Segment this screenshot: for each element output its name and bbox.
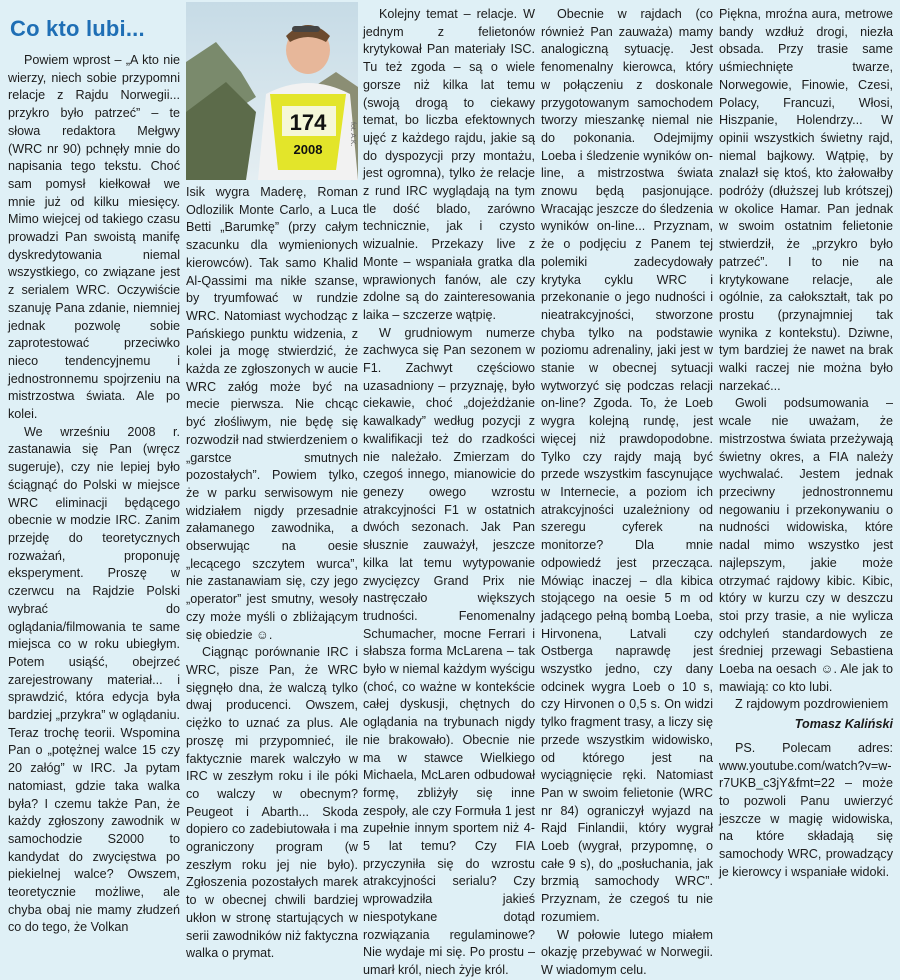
photo-image <box>186 2 358 180</box>
article-column-4 <box>541 6 713 980</box>
article-column-1 <box>8 52 180 937</box>
paragraph: Powiem wprost – „A kto nie wierzy, niech sobie przypomni relacje z Rajdu Norwegii... przykro było patrzeć” – te słowa redaktora Mełgwy (WRC nr 90) pchnęły mnie do napisania tego tekstu. Choć sam pomysł kiełkował we mnie już od kilku miesięcy. Mimo wiejcej od takiego czasu prowadzi Pan swoistą manifę dyskredytowania niemal wszystkiego, co związane jest z serialem WRC. Oczywiście szanuję Pana zdanie, niemniej jednak pozwolę sobie zaprotestować przeciwko nieco tendencyjnemu i jednostronnemu spojrzeniu na mistrzostwa świata. Ale po kolei. <box>8 53 180 422</box>
photo-bib-year: 2008 <box>293 142 323 157</box>
photo-bib-number: 174 <box>289 110 327 135</box>
postscript: PS. Polecam adres: www.youtube.com/watch?v=w-r7UKB_c3jY&fmt=22 – może to pozwoli Panu uwierzyć jeszcze w magię widowiska, na które składają się samochody WRC, prowadzący je kierowcy i wspaniałe widoki. <box>719 740 893 879</box>
paragraph: Isik wygra Maderę, Roman Odlozilik Monte Carlo, a Luca Betti „Barumkę” (przy całym szacunku dla wymienionych kierowców). Tak samo Khalid Al-Qassimi ma nikłe szanse, by tryumfować w rundzie WRC. Natomiast wychodząc z Pańskiego punktu widzenia, z kolei ja mogę stwierdzić, że każda ze zgłoszonych w aucie WRC załóg może być na mecie pierwsza. Nie chcąc być złośliwym, nie będę się rozwodził nad stwierdzeniem o „garstce smutnych pozostałych”. Powiem tylko, że w parku serwisowym nie widziałem nigdy przesadnie załamanego zawodnika, a obserwując na oesie „lecącego szczytem wurca”, nie zastanawiam się, czy jego „operator” jest smutny, wesoły czy może myśli o zbliżającym się obiedzie ☺. <box>186 185 358 642</box>
paragraph: Z rajdowym pozdrowieniem <box>735 697 889 712</box>
article-column-2 <box>186 184 358 963</box>
paragraph: W grudniowym numerze zachwyca się Pan sezonem w F1. Zachwyt częściowo uzasadniony – przyznaję, było ciekawie, choć „dojeżdżanie kawalkady” według pozycji z kwalifikacji też do rzadkości nie należało. Zmierzam do czegoś innego, mianowicie do genezy owego wzrostu atrakcyjności F1 w ostatnich dwóch sezonach. Jak Pan słusznie zauważył, jeszcze kilka lat temu wytypowanie zwycięzcy Grand Prix nie nastręczało większych trudności. Fenomenalny Schumacher, mocne Ferrari i słabsza forma McLarena – tak było w niemal każdym wyścigu (choć, co ważne w kontekście całej dyskusji, chętnych do oglądania na trybunach nigdy nie brakowało). Obecnie nie ma w stawce Wielkiego Michaela, McLaren odbudował formę, zbliżyły się inne zespoły, ale czy Formuła 1 jest zupełnie innym sportem niż 4-5 lat temu? Czy FIA przyczyniła się do wzrostu atrakcyjności serialu? Czy wprowadziła jakieś niespotykane dotąd rozwiązania regulaminowe? Nie wydaje mi się. Po prostu – umarł król, niech żyje król. <box>363 325 535 977</box>
photo-credit: fot. A.K. <box>349 122 356 147</box>
paragraph: Gwoli podsumowania – wcale nie uważam, że mistrzostwa świata przeżywają świetny okres, a FIA należy wychwalać. Jestem jednak przeciwny jednostronnemu negowaniu i przekonywaniu o nudności widowiska, które nadal mimo wszystko jest najlepszym, jakie może otrzymać rajdowy kibic. Kibic, który w kurzu czy w deszczu stoi przy trasie, a nie wylicza odchyleń standardowych ze średniej przewagi Sebastiena Loeba na oesach ☺. Ale jak to mawiają: co kto lubi. <box>719 396 893 694</box>
paragraph: Obecnie w rajdach (co również Pan zauważa) mamy analogiczną sytuację. Jest fenomenalny kierowca, który w połączeniu z doskonale przygotowanym samochodem tworzy mieszankę niemal nie do pokonania. Odejmijmy Loeba i śledzenie wyników on-line, a mistrzostwa świata znowu będą pasjonujące. Wracając jeszcze do śledzenia wyników on-line... Przyznam, że o podjęciu z Panem tej polemiki zadecydowały krytyka cyklu WRC i przekonanie o jego nudności i nieatrakcyjności, stworzone chyba tylko na podstawie poziomu adrenaliny, jaki jest w stanie w obecnej sytuacji wytworzyć się podczas relacji on-line? Zgoda. To, że Loeb wygra kolejną rundę, jest więcej niż prawdopodobne. Tylko czy rajdy mają być przede wszystkim fascynujące w Internecie, a poziom ich atrakcyjności uzależniony od szeregu cyferek na monitorze? Dla mnie odpowiedź jest przecząca. Mówiąc inaczej – dla kibica stojącego na oesie 5 m od jadącego pełną bombą Loeba, Hirvonena, Latvali czy Ostberga naprawdę jest wszystko jedno, czy dany odcinek wygra Loeb o 10 s, czy Hirvonen o 0,5 s. On widzi tylko fragment trasy, a liczy się przede wszystkim widowisko, od którego jest na wyciągnięcie ręki. Natomiast Pan w swoim felietonie (WRC nr 84) ograniczył wyjazd na Rajd Finlandii, który wygrał Loeb (wygrał, przypomnę, o całe 9 s), do „posłuchania, jak brzmią samochody WRC”. Przyznam, że czegoś tu nie rozumiem. <box>541 7 713 924</box>
paragraph: W połowie lutego miałem okazję przebywać w Norwegii. W wiadomym celu. <box>541 927 713 977</box>
article-photo <box>186 2 358 180</box>
article-column-3 <box>363 6 535 980</box>
paragraph: Ciągnąc porównanie IRC i WRC, pisze Pan, że WRC sięgnęło dna, że walczą tylko dwaj producenci. Owszem, ciężko to uznać za plus. Ale proszę mi przypomnieć, ile faktycznie marek walczyło w IRC w zeszłym roku i ile póki co walczy w obecnym? Peugeot i Abarth... Skoda dopiero co zadebiutowała i ma ograniczony program (w zeszłym roku jej nie było). Zgłoszenia pozostałych marek to w obecnej chwili bardziej ukłon w stronę startujących w serii zawodników niż faktyczna walka o prymat. <box>186 645 358 961</box>
article-title: Co kto lubi... <box>10 16 145 41</box>
author-signature: Tomasz Kaliński <box>794 717 893 732</box>
paragraph: Kolejny temat – relacje. W jednym z felietonów krytykował Pan materiały ISC. Tu też zgoda – są o wiele gorsze niż kilka lat temu (swoją drogą to ciekawy temat, bo liczba efektownych ujęć z każdego rajdu, jakie są do dyspozycji przy montażu, jest ogromna), tylko że relacje z rund IRC wyglądają na tym tle dość blado, zarówno technicznie, jak i czysto wizualnie. Przekazy live z Monte – wspaniała gratka dla wprawionych fanów, ale czy zdolne są do zainteresowania laika – szczerze wątpię. <box>363 7 535 322</box>
paragraph: Piękna, mroźna aura, metrowe bandy wzdłuż drogi, niezła obsada. Przy trasie same uśmiechnięte twarze, Norwegowie, Finowie, Czesi, Polacy, Francuzi, Włosi, Hiszpanie, Holendrzy... W opinii wszystkich świetny rajd, niemal bajkowy. Wątpię, by znalazł się ktoś, kto żałowałby podróży (dłuższej lub krótszej) w okolice Hamar. Pan jednak w swoim ostatnim felietonie stwierdził, że „przykro było patrzeć”. I to nie na krytykowane relacje, ale ogólnie, za całokształt, tak po prostu (przynajmniej tak wynika z kontekstu). Dziwne, tym bardziej że nawet na brak walki raczej nie można było narzekać... <box>719 7 893 393</box>
paragraph: We wrześniu 2008 r. zastanawia się Pan (wręcz sugeruje), czy nie lepiej było ściągnąć do Polski w miejsce WRC eliminacji będącego obecnie w modzie IRC. Zanim przejdę do teoretycznych rozważań, proponuję eksperyment. Proszę w czerwcu na Rajdzie Polski wybrać do oglądania/filmowania te same miejsca co w roku ubiegłym. Potem usiąść, obejrzeć zarejestrowany materiał... i sprawdzić, która edycja była bardziej „przykra” w oglądaniu. Teraz trochę teorii. Wspomina Pan o „potężnej walce 15 czy 20 załóg” w IRC. Ja pytam natomiast, gdzie taka walka była? I czemu także Pan, że każdy zgłoszony zawodnik w samochodzie S2000 to kandydat do zwycięstwa po piekielnej walce? Owszem, teoretycznie możliwe, ale chyba obaj nie mamy złudzeń co do tego, że Volkan <box>8 424 180 935</box>
article-column-5 <box>719 6 893 881</box>
